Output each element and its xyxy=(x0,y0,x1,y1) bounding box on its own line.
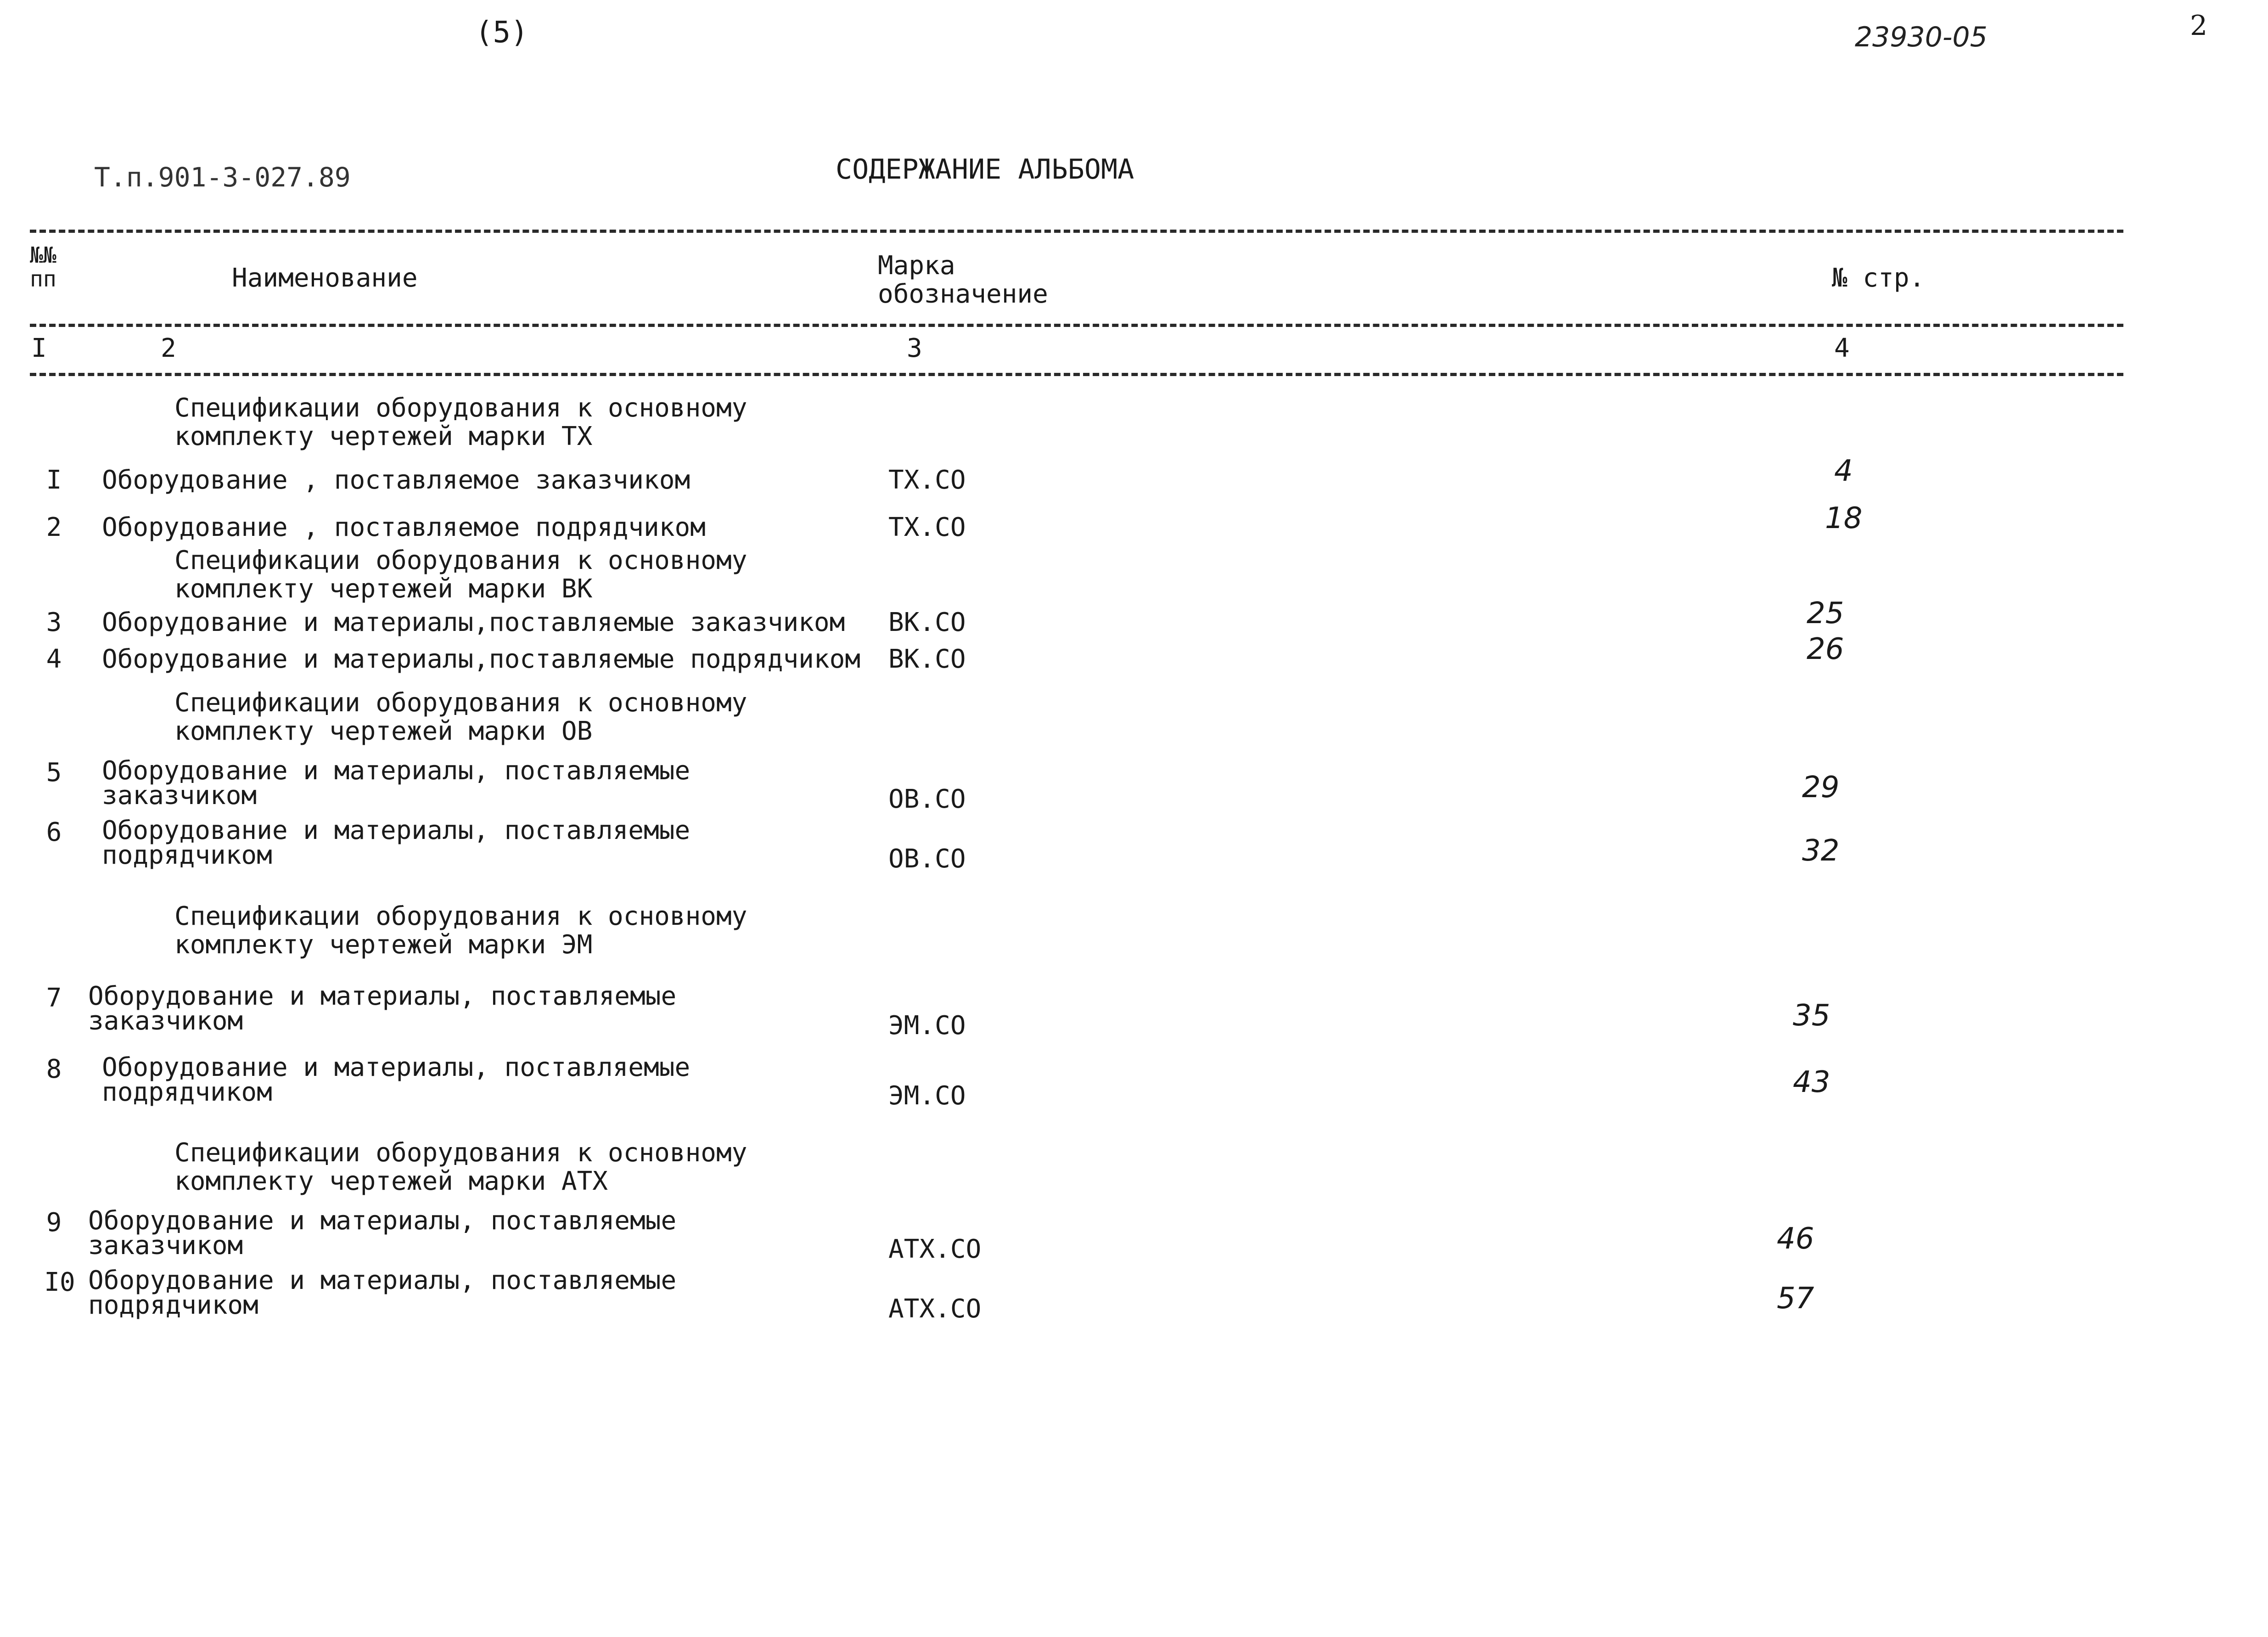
row-page: 26 xyxy=(1807,632,1844,666)
column-header-mark: Марка обозначение xyxy=(878,251,1048,309)
row-number: 3 xyxy=(46,608,62,637)
row-name: Оборудование и материалы,поставляемые подрядчиком xyxy=(102,644,861,674)
table-row xyxy=(0,1052,2268,1111)
row-mark: ТХ.СО xyxy=(888,465,966,495)
table-row xyxy=(0,1206,2268,1264)
row-mark: ОВ.СО xyxy=(888,784,966,814)
row-name: Оборудование и материалы, поставляемые подрядчиком xyxy=(102,816,691,870)
column-header-page: № стр. xyxy=(1832,263,1925,293)
document-code: 23930-05 xyxy=(1855,21,1987,53)
row-number: 7 xyxy=(46,983,62,1013)
row-mark: ТХ.СО xyxy=(888,512,966,542)
row-number: I0 xyxy=(44,1267,75,1297)
row-number: 8 xyxy=(46,1054,62,1084)
sheet-number: (5) xyxy=(475,16,528,50)
row-name: Оборудование , поставляемое подрядчиком xyxy=(102,512,706,542)
row-number: 2 xyxy=(46,512,62,542)
section-heading-em: Спецификации оборудования к основному комплекту чертежей марки ЭМ xyxy=(174,901,747,960)
row-mark: ЭМ.СО xyxy=(888,1081,966,1111)
project-code: Т.п.901-3-027.89 xyxy=(94,162,351,193)
row-name: Оборудование и материалы, поставляемые подрядчиком xyxy=(88,1266,677,1320)
column-number-2: 2 xyxy=(161,333,176,363)
row-name: Оборудование и материалы, поставляемые подрядчиком xyxy=(102,1052,691,1107)
row-number: 4 xyxy=(46,644,62,674)
table-row xyxy=(0,756,2268,814)
row-page: 57 xyxy=(1777,1282,1814,1316)
row-mark: ЭМ.СО xyxy=(888,1011,966,1041)
row-page: 4 xyxy=(1834,454,1853,488)
column-number-1: I xyxy=(31,333,47,363)
column-number-3: 3 xyxy=(907,333,922,363)
section-heading-ov: Спецификации оборудования к основному комплекту чертежей марки ОВ xyxy=(174,688,747,746)
header-top-rule xyxy=(30,230,2123,233)
section-heading-tx: Спецификации оборудования к основному комплекту чертежей марки ТХ xyxy=(174,393,747,451)
row-mark: ВК.СО xyxy=(888,608,966,637)
column-number-4: 4 xyxy=(1834,333,1850,363)
row-name: Оборудование , поставляемое заказчиком xyxy=(102,465,691,495)
column-header-num: №№ пп xyxy=(30,242,56,292)
row-page: 43 xyxy=(1793,1065,1830,1099)
row-name: Оборудование и материалы, поставляемые заказчиком xyxy=(88,981,677,1036)
row-mark: АТХ.СО xyxy=(888,1234,982,1264)
row-number: 6 xyxy=(46,817,62,847)
row-page: 18 xyxy=(1825,501,1863,535)
album-title: СОДЕРЖАНИЕ АЛЬБОМА xyxy=(836,153,1134,186)
row-number: 5 xyxy=(46,758,62,788)
row-name: Оборудование и материалы, поставляемые заказчиком xyxy=(102,756,691,810)
table-row xyxy=(0,981,2268,1041)
row-page: 46 xyxy=(1777,1222,1814,1256)
row-mark: ВК.СО xyxy=(888,644,966,674)
row-number: I xyxy=(46,465,62,495)
row-mark: АТХ.СО xyxy=(888,1294,982,1324)
row-page: 25 xyxy=(1807,596,1844,630)
section-heading-vk: Спецификации оборудования к основному комплекту чертежей марки ВК xyxy=(174,546,747,604)
row-page: 32 xyxy=(1802,834,1840,868)
row-name: Оборудование и материалы, поставляемые заказчиком xyxy=(88,1206,677,1260)
table-row xyxy=(0,1268,2268,1323)
row-mark: ОВ.СО xyxy=(888,844,966,874)
column-header-name: Наименование xyxy=(232,263,418,293)
row-name: Оборудование и материалы,поставляемые заказчиком xyxy=(102,608,845,637)
header-bottom-rule xyxy=(30,373,2123,376)
section-heading-atx: Спецификации оборудования к основному комплекту чертежей марки АТХ xyxy=(174,1138,747,1196)
row-page: 35 xyxy=(1793,999,1830,1033)
page-number: 2 xyxy=(2190,10,2208,42)
header-mid-rule xyxy=(30,324,2123,327)
row-number: 9 xyxy=(46,1208,62,1238)
row-page: 29 xyxy=(1802,771,1840,804)
table-row xyxy=(0,818,2268,873)
